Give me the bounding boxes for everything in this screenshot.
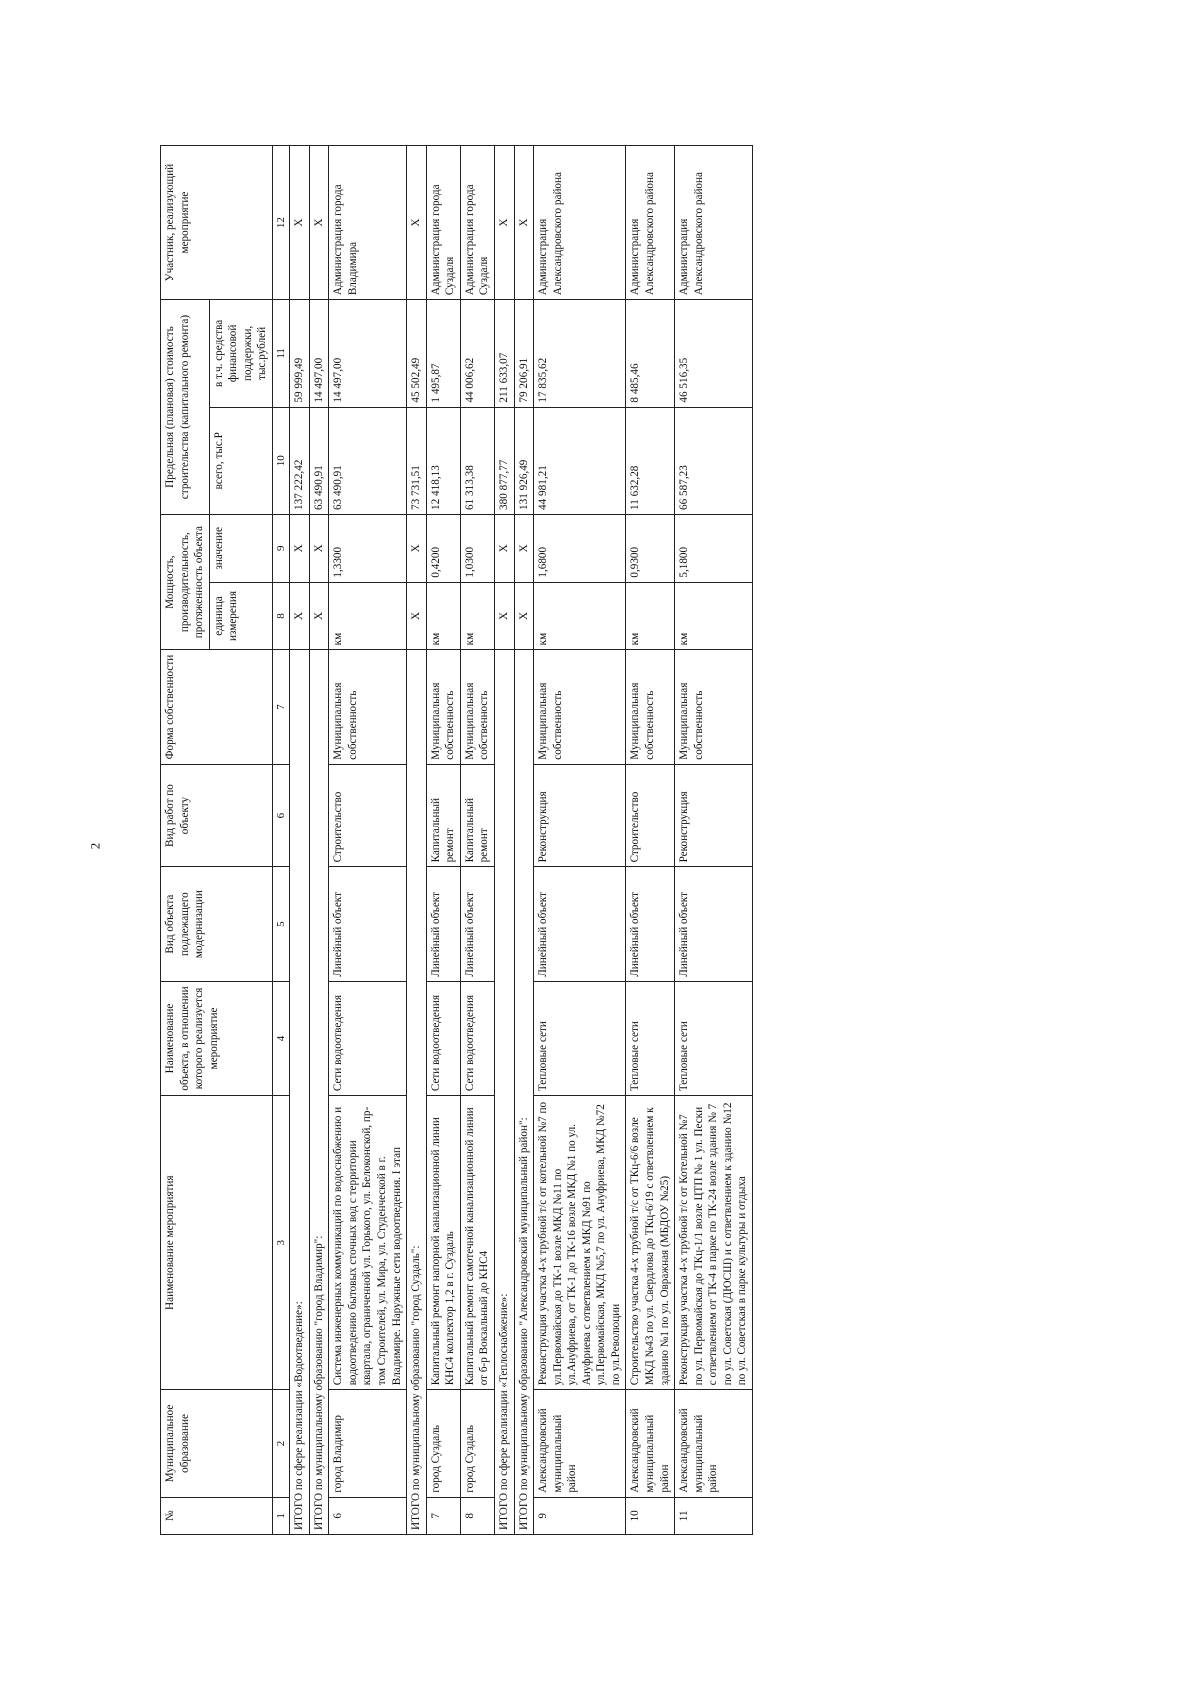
header-work-kind: Вид работ по объекту [161, 764, 273, 867]
total-value: X [290, 514, 310, 582]
row-value: 1,3300 [329, 514, 407, 582]
total-cost: 131 926,49 [514, 407, 534, 514]
row-number: 6 [329, 1497, 407, 1534]
total-cost: 137 222,42 [290, 407, 310, 514]
row-total: 11 632,28 [626, 407, 675, 514]
row-object-kind: Линейный объект [460, 867, 494, 981]
header-object: Наименование объекта, в отношении которого реализуется мероприятие [161, 981, 273, 1095]
column-index-row [272, 146, 289, 1535]
row-ownership: Муниципальная собственность [675, 650, 753, 764]
total-support: 45 502,49 [407, 300, 427, 407]
total-label: ИТОГО по муниципальному образованию "город Владимир": [309, 650, 329, 1535]
row-object: Сети водоотведения [460, 981, 494, 1095]
row-object: Тепловые сети [675, 981, 753, 1095]
row-municipality: Александровский муниципальный район [626, 1390, 675, 1497]
row-value: 1,6800 [534, 514, 626, 582]
header-municipality: Муниципальное образование [161, 1390, 273, 1497]
row-unit: км [534, 582, 626, 650]
total-label: ИТОГО по муниципальному образованию "Александровский муниципальный район": [514, 650, 534, 1535]
total-row-suzdal [407, 146, 427, 1535]
header-unit: единица измерения [209, 582, 272, 650]
total-row-heat [494, 146, 514, 1535]
row-total: 61 313,38 [460, 407, 494, 514]
row-number: 9 [534, 1497, 626, 1534]
row-object-kind: Линейный объект [329, 867, 407, 981]
index-cell: 5 [272, 867, 289, 981]
row-unit: км [675, 582, 753, 650]
row-work-kind: Реконструкция [534, 764, 626, 867]
total-value: X [309, 514, 329, 582]
total-unit: X [514, 582, 534, 650]
row-ownership: Муниципальная собственность [626, 650, 675, 764]
index-cell: 12 [272, 146, 289, 300]
header-support: в т.ч. средства финансовой поддержки, тыс.рублей [209, 300, 272, 407]
row-event: Реконструкция участка 4-х трубной т/с от котельной №7 по ул.Первомайская до ТК-1 возле МКД №11 по ул.Ануфриева, от ТК-1 до ТК-16 возле МКД №1 по ул. Ануфриева с ответвлением к МКД №91 по ул.Первомайская, МКД №5,7 по ул. Ануфриева, МКД №72 по ул.Революции [534, 1096, 626, 1390]
total-participant: X [407, 146, 427, 300]
total-value: X [407, 514, 427, 582]
total-cost: 73 731,51 [407, 407, 427, 514]
index-cell: 1 [272, 1497, 289, 1534]
row-value: 0,4200 [426, 514, 460, 582]
row-work-kind: Капитальный ремонт [460, 764, 494, 867]
header-event: Наименование мероприятия [161, 1096, 273, 1390]
row-total: 44 981,21 [534, 407, 626, 514]
row-number: 10 [626, 1497, 675, 1534]
total-unit: X [494, 582, 514, 650]
total-label: ИТОГО по сфере реализации «Водоотведение»: [290, 650, 310, 1535]
total-value: X [514, 514, 534, 582]
row-work-kind: Реконструкция [675, 764, 753, 867]
table-row-11 [675, 146, 753, 1535]
row-support: 44 006,62 [460, 300, 494, 407]
row-object: Тепловые сети [534, 981, 626, 1095]
header-row-1 [161, 146, 210, 1535]
row-object: Тепловые сети [626, 981, 675, 1095]
total-unit: X [290, 582, 310, 650]
total-value: X [494, 514, 514, 582]
total-participant: X [309, 146, 329, 300]
total-participant: X [494, 146, 514, 300]
row-number: 11 [675, 1497, 753, 1534]
row-participant: Администрация Александровского района [626, 146, 675, 300]
header-no: № [161, 1497, 273, 1534]
table-row-10 [626, 146, 675, 1535]
table-row-9 [534, 146, 626, 1535]
row-work-kind: Капитальный ремонт [426, 764, 460, 867]
row-event: Капитальный ремонт напорной канализационной линии КНС4 коллектор 1,2 в г. Суздаль [426, 1096, 460, 1390]
row-support: 46 516,35 [675, 300, 753, 407]
index-cell: 9 [272, 514, 289, 582]
row-number: 8 [460, 1497, 494, 1534]
row-object-kind: Линейный объект [426, 867, 460, 981]
row-unit: км [329, 582, 407, 650]
row-participant: Администрация города Суздаля [460, 146, 494, 300]
row-unit: км [426, 582, 460, 650]
row-event: Капитальный ремонт самотечной канализационной линии от б-р Вокзальный до КНС4 [460, 1096, 494, 1390]
total-participant: X [290, 146, 310, 300]
header-capacity: Мощность, производительность, протяженность объекта [161, 514, 210, 649]
row-ownership: Муниципальная собственность [534, 650, 626, 764]
index-cell: 8 [272, 582, 289, 650]
total-support: 79 206,91 [514, 300, 534, 407]
index-cell: 3 [272, 1096, 289, 1390]
table-row-7 [426, 146, 460, 1535]
index-cell: 7 [272, 650, 289, 764]
total-label: ИТОГО по муниципальному образованию "город Суздаль": [407, 650, 427, 1535]
index-cell: 4 [272, 981, 289, 1095]
total-support: 59 999,49 [290, 300, 310, 407]
row-municipality: Александровский муниципальный район [534, 1390, 626, 1497]
row-object-kind: Линейный объект [675, 867, 753, 981]
row-object: Сети водоотведения [329, 981, 407, 1095]
row-work-kind: Строительство [626, 764, 675, 867]
header-object-kind: Вид объекта подлежащего модернизации [161, 867, 273, 981]
total-participant: X [514, 146, 534, 300]
row-event: Реконструкция участка 4-х трубной т/с от Котельной №7 по ул. Первомайская до ТКц-1/1 возле ЦТП № 1 ул. Пески с ответвлением от ТК-4 в парке по ТК-24 возле здания № 7 по ул. Советская (ДЮСШ) и с ответвлением к зданию №12 по ул. Советская в парке культуры и отдыха [675, 1096, 753, 1390]
row-municipality: город Суздаль [426, 1390, 460, 1497]
rotated-document-table [160, 145, 1070, 1535]
index-cell: 10 [272, 407, 289, 514]
row-event: Система инженерных коммуникаций по водоснабжению и водоотведению бытовых сточных вод с территории квартала, ограниченной ул. Горького, ул. Белоконской, пр-том Строителей, ул. Мира, ул. Студенческой в г. Владимире. Наружные сети водоотведения. I этап [329, 1096, 407, 1390]
total-cost: 380 877,77 [494, 407, 514, 514]
total-unit: X [407, 582, 427, 650]
row-participant: Администрация города Владимира [329, 146, 407, 300]
row-municipality: Александровский муниципальный район [675, 1390, 753, 1497]
table-row-8 [460, 146, 494, 1535]
row-object: Сети водоотведения [426, 981, 460, 1095]
row-support: 17 835,62 [534, 300, 626, 407]
total-support: 211 633,07 [494, 300, 514, 407]
header-cost: Предельная (плановая) стоимость строительства (капитального ремонта) [161, 300, 210, 515]
total-row-vladimir [309, 146, 329, 1535]
header-ownership: Форма собственности [161, 650, 273, 764]
total-row-alexandrov [514, 146, 534, 1535]
row-participant: Администрация Александровского района [534, 146, 626, 300]
index-cell: 6 [272, 764, 289, 867]
row-support: 14 497,00 [329, 300, 407, 407]
objects-table [160, 145, 753, 1535]
total-support: 14 497,00 [309, 300, 329, 407]
page-number: 2 [87, 842, 103, 850]
row-value: 5,1800 [675, 514, 753, 582]
row-unit: км [626, 582, 675, 650]
total-label: ИТОГО по сфере реализации «Теплоснабжение»: [494, 650, 514, 1535]
row-unit: км [460, 582, 494, 650]
table-row-6 [329, 146, 407, 1535]
row-participant: Администрация города Суздаля [426, 146, 460, 300]
row-municipality: город Суздаль [460, 1390, 494, 1497]
total-row-water [290, 146, 310, 1535]
row-event: Строительство участка 4-х трубной т/с от ТКц-6/6 возле МКД №43 по ул. Свердлова до ТКц-6/19 с ответвлением к зданию №1 по ул. Овражная (МБДОУ №25) [626, 1096, 675, 1390]
row-total: 66 587,23 [675, 407, 753, 514]
row-total: 12 418,13 [426, 407, 460, 514]
row-ownership: Муниципальная собственность [329, 650, 407, 764]
row-ownership: Муниципальная собственность [426, 650, 460, 764]
row-object-kind: Линейный объект [626, 867, 675, 981]
header-total: всего, тыс.Р [209, 407, 272, 514]
row-support: 8 485,46 [626, 300, 675, 407]
row-work-kind: Строительство [329, 764, 407, 867]
total-cost: 63 490,91 [309, 407, 329, 514]
row-object-kind: Линейный объект [534, 867, 626, 981]
index-cell: 2 [272, 1390, 289, 1497]
row-ownership: Муниципальная собственность [460, 650, 494, 764]
index-cell: 11 [272, 300, 289, 407]
header-value: значение [209, 514, 272, 582]
row-number: 7 [426, 1497, 460, 1534]
row-total: 63 490,91 [329, 407, 407, 514]
row-value: 1,0300 [460, 514, 494, 582]
header-participant: Участник, реализующий мероприятие [161, 146, 273, 300]
row-support: 1 495,87 [426, 300, 460, 407]
row-municipality: город Владимир [329, 1390, 407, 1497]
total-unit: X [309, 582, 329, 650]
row-value: 0,9300 [626, 514, 675, 582]
row-participant: Администрация Александровского района [675, 146, 753, 300]
